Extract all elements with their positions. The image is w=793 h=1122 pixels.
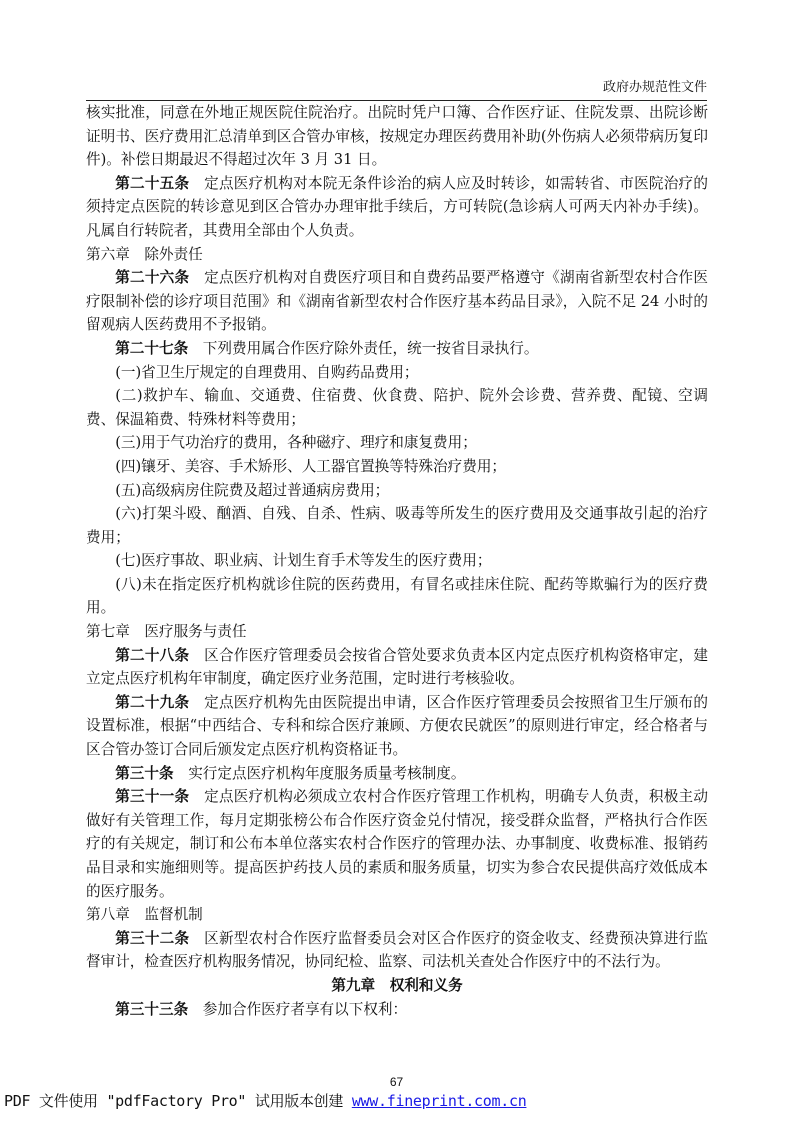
chapter-heading: 第九章 权利和义务 <box>331 976 463 994</box>
article-label: 第二十九条 <box>115 693 190 711</box>
article-label: 第二十七条 <box>115 339 189 357</box>
list-item: (七)医疗事故、职业病、计划生育手术等发生的医疗费用； <box>115 552 492 570</box>
article-text: 区新型农村合作医疗监督委员会对区合作医疗的资金收支、经费预决算进行监督审计，检查医疗机构服务情况，协同纪检、监察、司法机关查处合作医疗中的不法行为。 <box>86 929 708 971</box>
document-body <box>86 101 708 1021</box>
article-label: 第三十一条 <box>115 788 190 806</box>
chapter-heading: 第八章 监督机制 <box>86 906 203 924</box>
chapter-heading: 第六章 除外责任 <box>86 245 203 263</box>
article-label: 第三十二条 <box>115 929 190 947</box>
page-number: 67 <box>389 1075 404 1089</box>
article-paragraph <box>86 172 708 243</box>
article-paragraph <box>86 785 708 903</box>
article-paragraph <box>86 762 708 786</box>
article-text: 参加合作医疗者享有以下权利： <box>202 1000 408 1018</box>
article-paragraph <box>86 998 708 1022</box>
list-item: (五)高级病房住院费及超过普通病房费用； <box>115 481 390 499</box>
article-label: 第二十五条 <box>115 174 190 192</box>
article-text: 定点医疗机构先由医院提出申请，区合作医疗管理委员会按照省卫生厅颁布的设置标准，根据“中西结合、专科和综合医疗兼顾、方便农民就医”的原则进行审定，经合格者与区合管办签订合同后颁发定点医疗机构资格证书。 <box>86 693 708 759</box>
chapter-heading: 第七章 医疗服务与责任 <box>86 623 247 641</box>
article-label: 第二十六条 <box>115 269 190 287</box>
article-text: 区合作医疗管理委员会按省合管处要求负责本区内定点医疗机构资格审定，建立定点医疗机构年审制度，确定医疗业务范围，定时进行考核验收。 <box>86 646 708 688</box>
article-label: 第三十条 <box>115 764 174 782</box>
article-text: 下列费用属合作医疗除外责任，统一按省目录执行。 <box>202 339 539 357</box>
header-title: 政府办规范性文件 <box>602 80 707 95</box>
pdf-footer <box>4 1090 526 1111</box>
list-item: (二)救护车、输血、交通费、住宿费、伙食费、陪护、院外会诊费、营养费、配镜、空调费、保温箱费、特殊材料等费用； <box>86 387 708 428</box>
list-item: (八)未在指定医疗机构就诊住院的医药费用，有冒名或挂床住院、配药等欺骗行为的医疗费用。 <box>86 575 708 617</box>
article-paragraph <box>86 927 708 974</box>
article-text: 定点医疗机构对自费医疗项目和自费药品要严格遵守《湖南省新型农村合作医疗限制补偿的诊疗项目范围》和《湖南省新型农村合作医疗基本药品目录》，入院不足 24 小时的留观病人医药费用不予报销。 <box>86 269 708 334</box>
article-paragraph <box>86 266 708 337</box>
list-item: (三)用于气功治疗的费用，各种磁疗、理疗和康复费用； <box>115 434 477 452</box>
list-item: (一)省卫生厅规定的自理费用、自购药品费用； <box>115 363 419 381</box>
footer-text: PDF 文件使用 "pdfFactory Pro" 试用版本创建 <box>4 1092 352 1110</box>
article-label: 第三十三条 <box>115 1000 189 1018</box>
article-paragraph <box>86 337 708 361</box>
article-label: 第二十八条 <box>115 646 190 664</box>
footer-link[interactable]: www.fineprint.com.cn <box>351 1092 527 1110</box>
body-paragraph: 核实批准，同意在外地正规医院住院治疗。出院时凭户口簿、合作医疗证、住院发票、出院诊断证明书、医疗费用汇总清单到区合管办审核，按规定办理医药费用补助(外伤病人必须带病历复印件)。补偿日期最迟不得超过次年 3 月 31 日。 <box>86 104 708 169</box>
article-text: 实行定点医疗机构年度服务质量考核制度。 <box>188 764 466 782</box>
running-header <box>86 78 707 101</box>
list-item: (四)镶牙、美容、手术矫形、人工器官置换等特殊治疗费用； <box>115 457 507 475</box>
article-text: 定点医疗机构必须成立农村合作医疗管理工作机构，明确专人负责，积极主动做好有关管理工作，每月定期张榜公布合作医疗资金兑付情况，接受群众监督，严格执行合作医疗的有关规定，制订和公布本单位落实农村合作医疗的管理办法、办事制度、收费标准、报销药品目录和实施细则等。提高医护药技人员的素质和服务质量，切实为参合农民提供高疗效低成本的医疗服务。 <box>86 788 708 900</box>
article-paragraph <box>86 644 708 691</box>
article-paragraph <box>86 691 708 762</box>
list-item: (六)打架斗殴、酗酒、自残、自杀、性病、吸毒等所发生的医疗费用及交通事故引起的治疗费用； <box>86 505 708 546</box>
article-text: 定点医疗机构对本院无条件诊治的病人应及时转诊，如需转省、市医院治疗的须持定点医院的转诊意见到区合管办办理审批手续后，方可转院(急诊病人可两天内补办手续)。凡属自行转院者，其费用全部由个人负责。 <box>86 174 708 239</box>
